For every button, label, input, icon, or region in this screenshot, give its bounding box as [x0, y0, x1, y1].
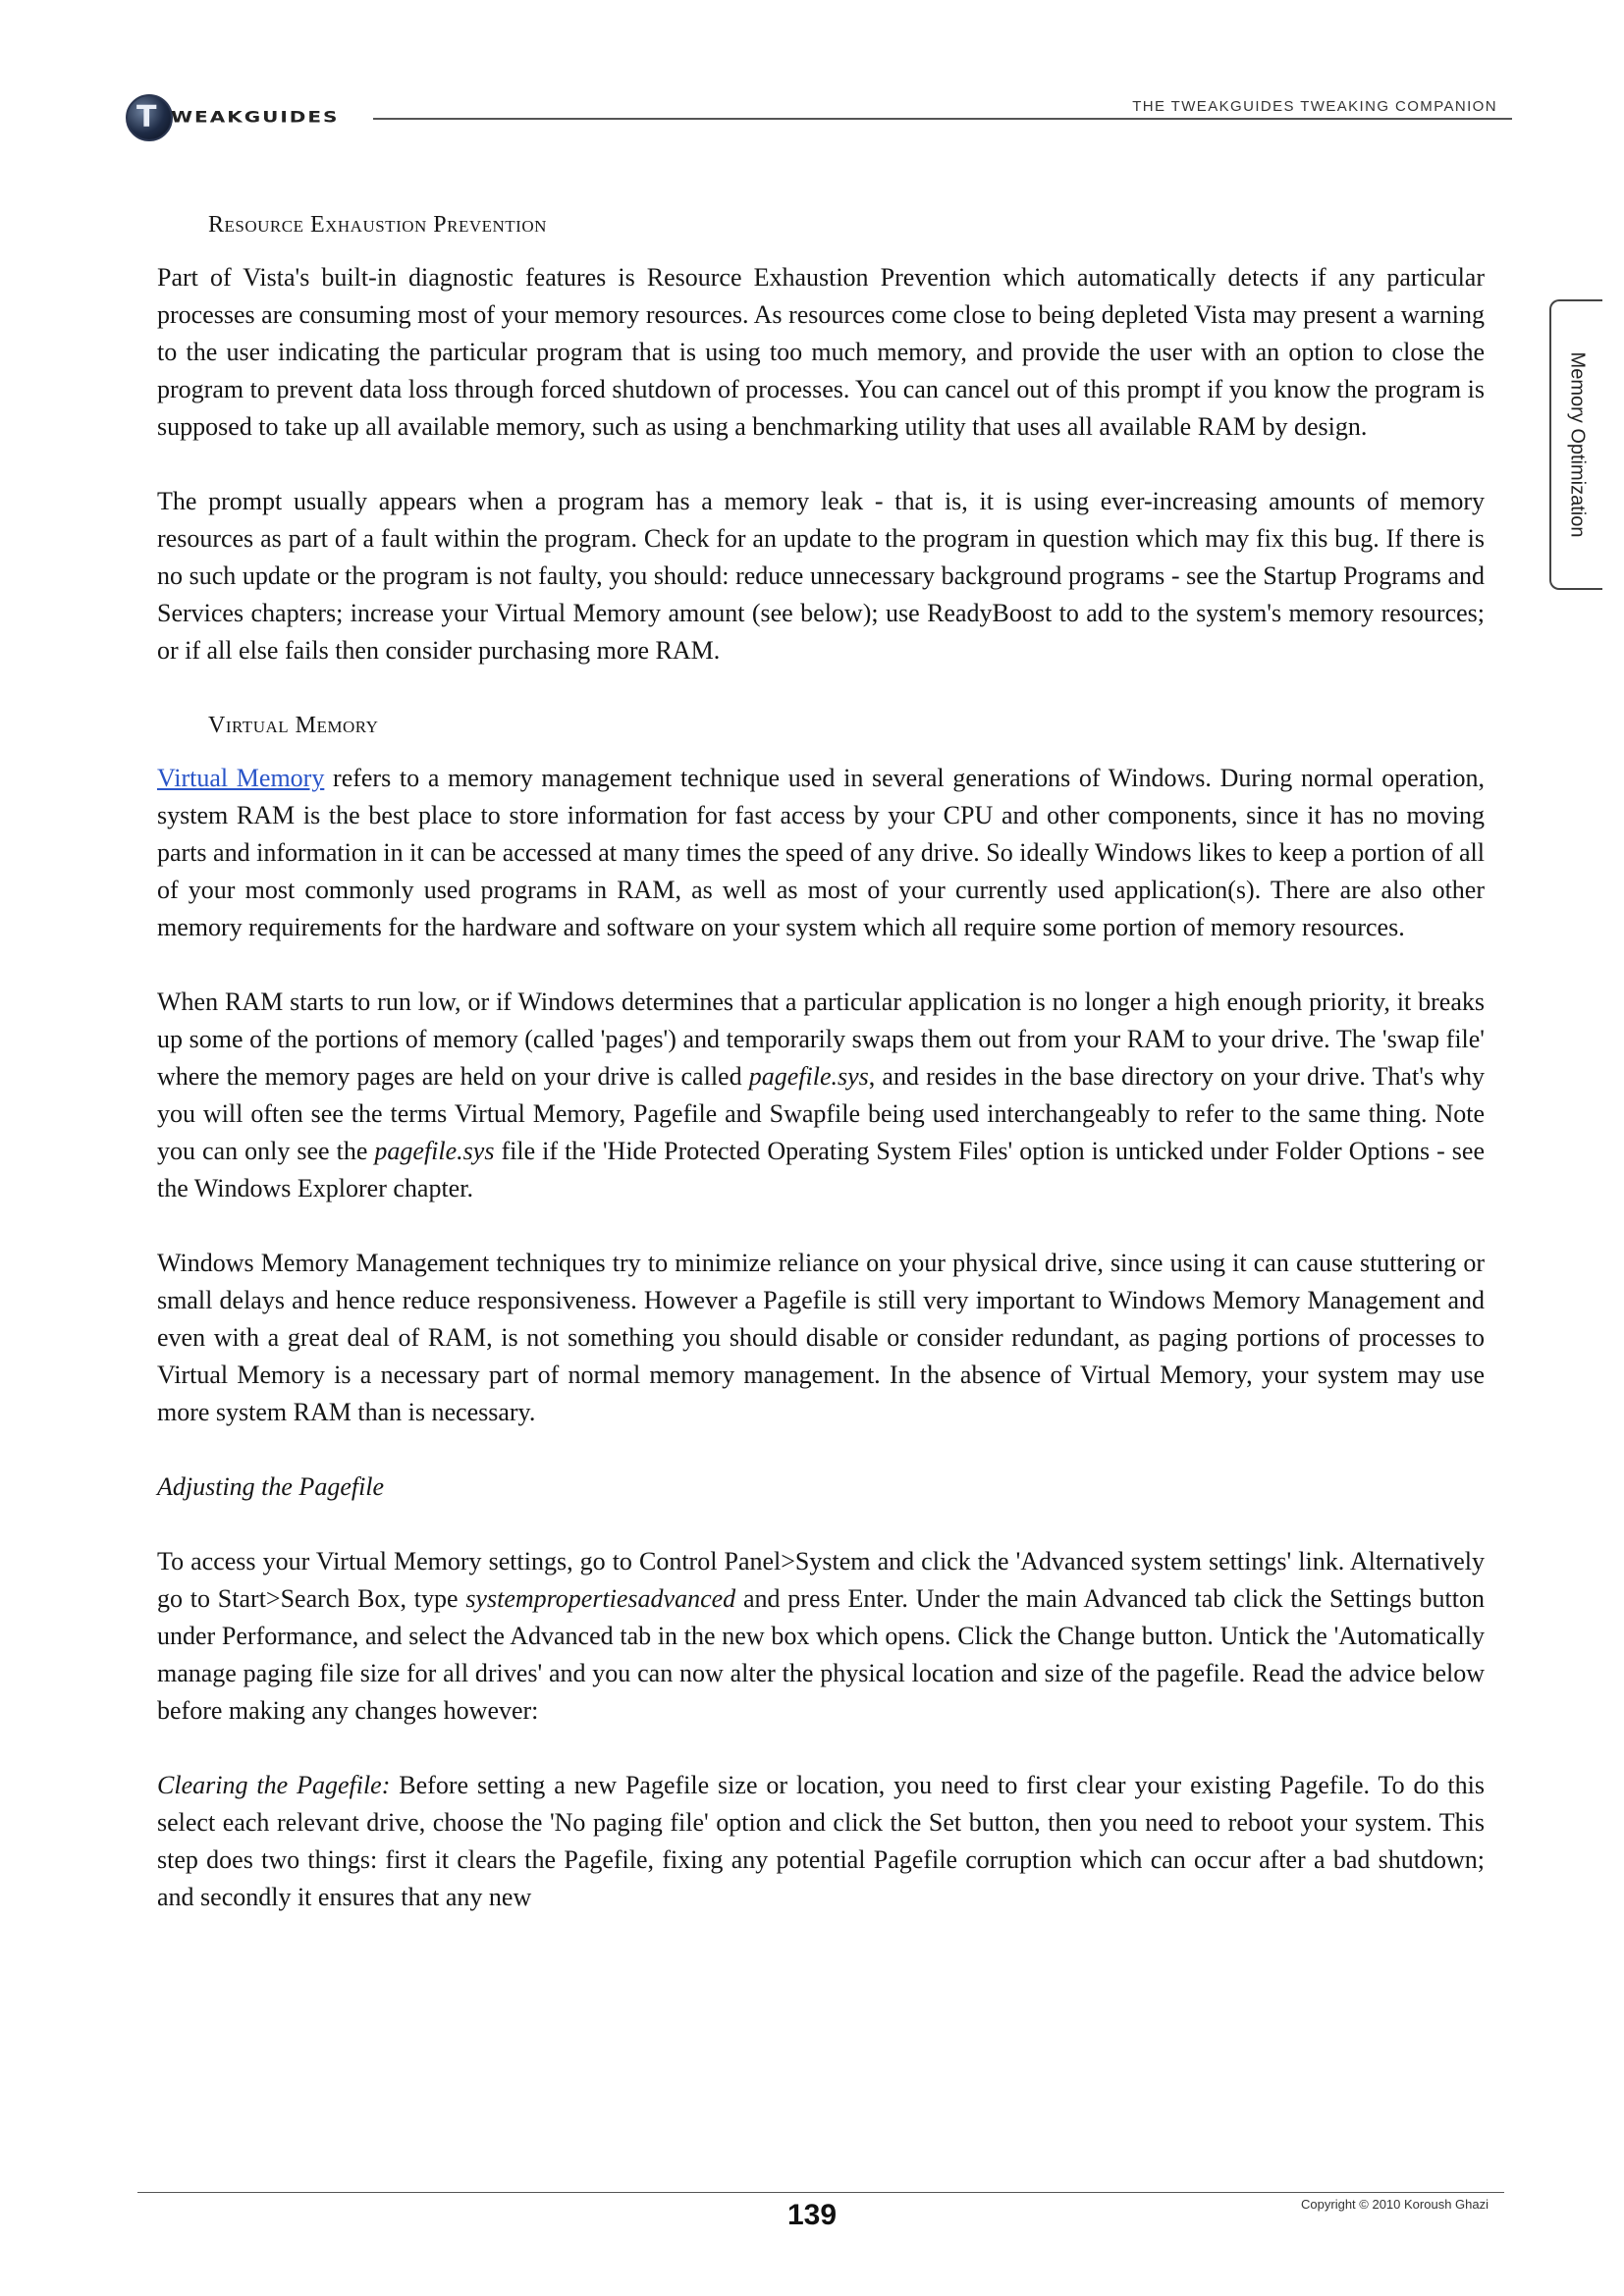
page-body — [157, 206, 1485, 1953]
paragraph-lead-in: Clearing the Pagefile: — [157, 1771, 391, 1799]
chapter-side-tab — [1549, 299, 1602, 590]
chapter-side-tab-label: Memory Optimization — [1566, 351, 1589, 538]
paragraph: Part of Vista's built-in diagnostic features is Resource Exhaustion Prevention which automatically detects if any particular processes are consuming most of your memory resources. As resources come close to being depleted Vista may present a warning to the user indicating the particular program that is using too much memory, and provide the user with an option to close the program to prevent data loss through forced shutdown of processes. You can cancel out of this prompt if you know the program is supposed to take up all available memory, such as using a benchmarking utility that uses all available RAM by design. — [157, 263, 1485, 441]
section-heading-resource-exhaustion: Resource Exhaustion Prevention — [208, 212, 547, 238]
paragraph: The prompt usually appears when a program has a memory leak - that is, it is using ever-increasing amounts of memory resources as part of a fault within the program. Check for an update to the program in question which may fix this bug. If there is no such update or the program is not faulty, you should: reduce unnecessary background programs - see the Startup Programs and Services chapters; increase your Virtual Memory amount (see below); use ReadyBoost to add to the system's memory resources; or if all else fails then consider purchasing more RAM. — [157, 487, 1485, 665]
logo-letter-icon: T — [136, 100, 157, 134]
paragraph — [157, 760, 1485, 946]
tweakguides-logo — [126, 94, 361, 141]
paragraph-text: file if the 'Hide Protected Operating System Files' option is unticked under Folder Options - see the Windows Explorer chapter. — [157, 1137, 1486, 1202]
paragraph — [157, 1543, 1485, 1730]
paragraph-text: When RAM starts to run low, or if Windows determines that a particular application is no longer a high enough priority, it breaks up some of the portions of memory (called 'pages') and temporarily swaps them out from your RAM to your drive. The 'swap file' where the memory pages are held on your drive is called — [157, 988, 1485, 1091]
header-rule — [373, 118, 1512, 120]
filename-pagefile: pagefile.sys — [748, 1062, 869, 1091]
filename-pagefile: pagefile.sys — [374, 1137, 495, 1165]
command-text: systempropertiesadvanced — [465, 1584, 736, 1613]
section-heading-virtual-memory: Virtual Memory — [208, 713, 379, 738]
paragraph-text: , and resides in the base directory on your drive. That's why you will often see the terms Virtual Memory, Pagefile and Swapfile being used interchangeably to refer to the same thing. Note you can only see the — [157, 1062, 1485, 1165]
paragraph-text: Before setting a new Pagefile size or location, you need to first clear your existing Pagefile. To do this select each relevant drive, choose the 'No paging file' option and click the Set button, then you need to reboot your system. This step does two things: first it clears the Pagefile, fixing any potential Pagefile corruption which can occur after a bad shutdown; and secondly it ensures that any new — [157, 1771, 1485, 1911]
page-number: 139 — [786, 2199, 838, 2231]
logo-emblem-icon — [126, 94, 173, 141]
paragraph-text: and press Enter. Under the main Advanced tab click the Settings button under Performance, and select the Advanced tab in the new box which opens. Click the Change button. Untick the 'Automatically manage paging file size for all drives' and you can now alter the physical location and size of the pagefile. Read the advice below before making any changes however: — [157, 1584, 1486, 1725]
paragraph: Windows Memory Management techniques try to minimize reliance on your physical drive, since using it can cause stuttering or small delays and hence reduce responsiveness. However a Pagefile is still very important to Windows Memory Management and even with a great deal of RAM, is not something you should disable or consider redundant, as paging portions of processes to Virtual Memory is a necessary part of normal memory management. In the absence of Virtual Memory, your system may use more system RAM than is necessary. — [157, 1249, 1485, 1426]
paragraph — [157, 1767, 1485, 1916]
virtual-memory-link[interactable]: Virtual Memory — [157, 764, 325, 792]
subheading-adjusting-pagefile: Adjusting the Pagefile — [157, 1472, 385, 1501]
paragraph — [157, 984, 1485, 1207]
running-header-title: THE TWEAKGUIDES TWEAKING COMPANION — [1132, 98, 1497, 115]
copyright-notice: Copyright © 2010 Koroush Ghazi — [1301, 2197, 1489, 2212]
paragraph-text: To access your Virtual Memory settings, go to Control Panel>System and click the 'Advanced system settings' link. Alternatively go to Start>Search Box, type — [157, 1547, 1485, 1613]
logo-text: WEAKGUIDES — [171, 107, 340, 127]
paragraph-text: refers to a memory management technique used in several generations of Windows. During normal operation, system RAM is the best place to store information for fast access by your CPU and other components, since it has no moving parts and information in it can be accessed at many times the speed of any drive. So ideally Windows likes to keep a portion of all of your most commonly used programs in RAM, as well as most of your currently used application(s). There are also other memory requirements for the hardware and software on your system which all require some portion of memory resources. — [157, 764, 1485, 941]
footer-rule — [137, 2192, 1504, 2193]
